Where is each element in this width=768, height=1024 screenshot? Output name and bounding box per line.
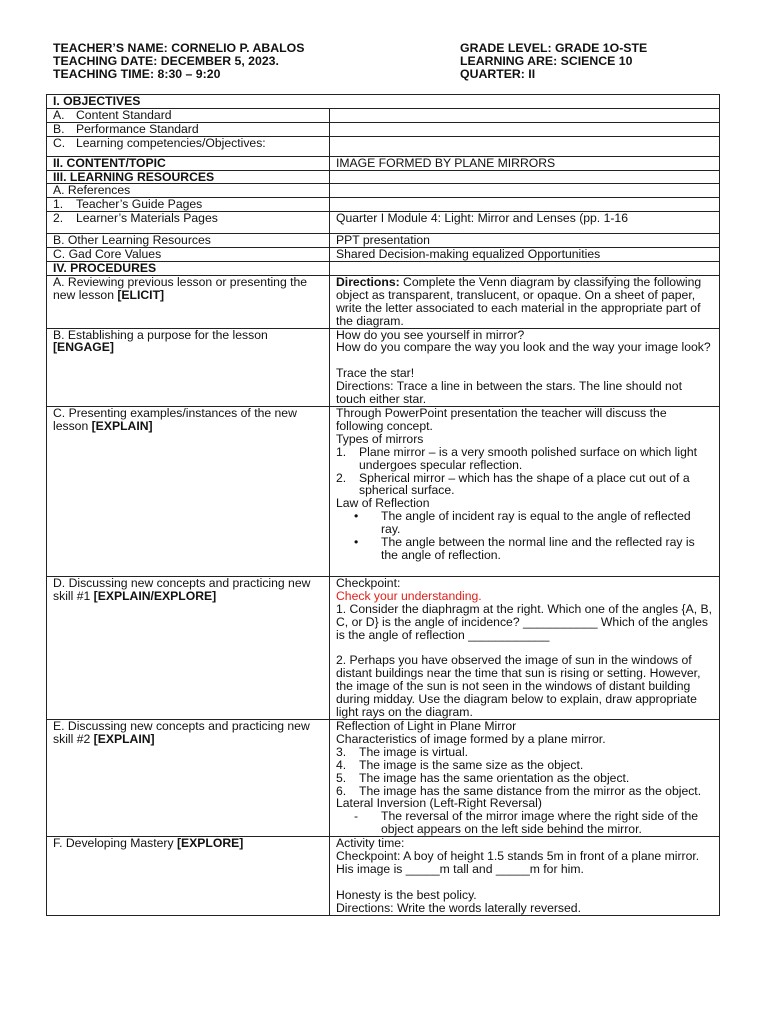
teachers-guide-value (330, 198, 720, 212)
learning-area: LEARNING ARE: SCIENCE 10 (460, 54, 633, 68)
procedures-heading-row (47, 261, 720, 275)
teachers-guide-label: 1. Teacher’s Guide Pages (47, 198, 330, 212)
procedure-d-row (47, 576, 720, 719)
procedure-b-label: B. Establishing a purpose for the lesson [ENGAGE] (47, 328, 330, 407)
learners-materials-value: Quarter I Module 4: Light: Mirror and Lenses (pp. 1-16 (330, 212, 720, 234)
learning-resources-row (47, 170, 720, 184)
check-understanding: Check your understanding. (336, 588, 482, 603)
content-topic-value: IMAGE FORMED BY PLANE MIRRORS (330, 156, 720, 170)
bullet-icon: • (354, 509, 359, 524)
procedure-b-content: How do you see yourself in mirror? How do you compare the way you look and the way your image look? Trace the star! Directions: Trace a line in between the stars. The line should not touch either star. (330, 328, 720, 407)
other-resources-row (47, 234, 720, 248)
list-item: • The angle between the normal line and the reflected ray is the angle of reflection. (354, 535, 695, 562)
teaching-time: TEACHING TIME: 8:30 – 9:20 (53, 67, 221, 81)
list-item: - The reversal of the mirror image where the right side of the object appears on the left side behind the mirror. (354, 809, 699, 837)
gad-values-row (47, 248, 720, 262)
procedure-a-row (47, 275, 720, 328)
procedure-a-tag: [ELICIT] (117, 287, 165, 302)
procedure-a-label: A. Reviewing previous lesson or presenting the new lesson [ELICIT] (47, 275, 330, 328)
content-topic-heading: II. CONTENT/TOPIC (47, 156, 330, 170)
procedure-d-content: Checkpoint: Check your understanding. 1. Consider the diaphragm at the right. Which one of the angles {A, B, C, or D} is the angle of incidence? ___________ Which of the angles is the angle of reflection ____________ 2. Perhaps you have observed the image of sun in the windows of distant buildings near the time that sun is rising or setting. However, the image of the sun is not seen in the windows of distant building during midday. Use the diagram below to explain, draw appropriate light rays on the diagram. (330, 576, 720, 719)
performance-standard-label: B. Performance Standard (47, 122, 330, 136)
competencies-value (330, 136, 720, 156)
learning-resources-value (330, 170, 720, 184)
procedure-c-label: C. Presenting examples/instances of the new lesson [EXPLAIN] (47, 407, 330, 577)
list-item: 6. The image has the same distance from the mirror as the object. (336, 783, 702, 798)
other-resources-value: PPT presentation (330, 234, 720, 248)
procedure-f-label: F. Developing Mastery [EXPLORE] (47, 837, 330, 916)
list-item: 4. The image is the same size as the object. (336, 757, 584, 772)
learners-materials-label: 2. Learner’s Materials Pages (47, 212, 330, 234)
procedure-d-label: D. Discussing new concepts and practicing new skill #1 [EXPLAIN/EXPLORE] (47, 576, 330, 719)
procedure-d-tag: [EXPLAIN/EXPLORE] (93, 588, 217, 603)
procedure-c-tag: [EXPLAIN] (91, 418, 153, 433)
references-value (330, 184, 720, 198)
references-row (47, 184, 720, 198)
performance-standard-value (330, 122, 720, 136)
procedures-heading: IV. PROCEDURES (47, 261, 330, 275)
teachers-guide-row (47, 198, 720, 212)
list-item: 3. The image is virtual. (336, 744, 469, 759)
bullet-icon: • (354, 535, 359, 550)
procedure-f-tag: [EXPLORE] (176, 836, 244, 851)
objectives-heading: I. OBJECTIVES (47, 95, 720, 109)
class-info (460, 42, 647, 81)
teacher-info (53, 42, 304, 81)
other-resources-label: B. Other Learning Resources (47, 234, 330, 248)
teacher-name: TEACHER’S NAME: CORNELIO P. ABALOS (53, 41, 305, 55)
teaching-date: TEACHING DATE: DECEMBER 5, 2023. (53, 54, 279, 68)
procedure-f-row (47, 837, 720, 916)
procedures-heading-value (330, 261, 720, 275)
list-item: 1. Plane mirror – is a very smooth polished surface on which light undergoes specular reflection. (336, 444, 698, 472)
procedure-e-row (47, 719, 720, 836)
learning-resources-heading: III. LEARNING RESOURCES (47, 170, 330, 184)
content-topic-row (47, 156, 720, 170)
procedure-e-content: Reflection of Light in Plane Mirror Characteristics of image formed by a plane mirror. 3. The image is virtual. 4. The image is the same size as the object. 5. The image has the same orientation as the object. 6. The image has the same distance from the mirror as the object. Lateral Inversion (Left-Right Reversal) - The reversal of the mirror image where the right side of the object appears on the left side behind the mirror. (330, 719, 720, 836)
list-item: 5. The image has the same orientation as the object. (336, 770, 630, 785)
performance-standard-row (47, 122, 720, 136)
competencies-label: C. Learning competencies/Objectives: (47, 136, 330, 156)
content-standard-label: A. Content Standard (47, 108, 330, 122)
grade-level: GRADE LEVEL: GRADE 1O-STE (460, 41, 648, 55)
procedure-e-label: E. Discussing new concepts and practicing new skill #2 [EXPLAIN] (47, 719, 330, 836)
procedure-b-row (47, 328, 720, 407)
competencies-row (47, 136, 720, 156)
list-item: 2. Spherical mirror – which has the shape of a place cut out of a spherical surface. (336, 470, 690, 498)
procedure-b-tag: [ENGAGE] (53, 340, 114, 355)
gad-values-value: Shared Decision-making equalized Opportunities (330, 248, 720, 262)
gad-values-label: C. Gad Core Values (47, 248, 330, 262)
procedure-c-row (47, 407, 720, 577)
dash-icon: - (354, 809, 359, 824)
procedure-a-content: Directions: Complete the Venn diagram by classifying the following object as transparent, translucent, or opaque. On a sheet of paper, write the letter associated to each material in the appropriate part of the diagram. (330, 275, 720, 328)
quarter: QUARTER: II (460, 67, 536, 81)
references-label: A. References (47, 184, 330, 198)
procedure-e-tag: [EXPLAIN] (93, 731, 155, 746)
procedure-c-content: Through PowerPoint presentation the teacher will discuss the following concept. Types of mirrors 1. Plane mirror – is a very smooth polished surface on which light undergoes specular reflection. 2. Spherical mirror – which has the shape of a place cut out of a spherical surface. Law of Reflection • The angle of incident ray is equal to the angle of reflected ray. • The angle between the normal line and the reflected ray is the angle of reflection. (330, 407, 720, 577)
lesson-plan-table (46, 94, 720, 916)
list-item: • The angle of incident ray is equal to the angle of reflected ray. (354, 509, 691, 537)
procedure-f-content: Activity time: Checkpoint: A boy of height 1.5 stands 5m in front of a plane mirror. His image is _____m tall and _____m for him. Honesty is the best policy. Directions: Write the words laterally reversed. (330, 837, 720, 916)
learners-materials-row (47, 212, 720, 234)
objectives-heading-row (47, 95, 720, 109)
content-standard-value (330, 108, 720, 122)
content-standard-row (47, 108, 720, 122)
